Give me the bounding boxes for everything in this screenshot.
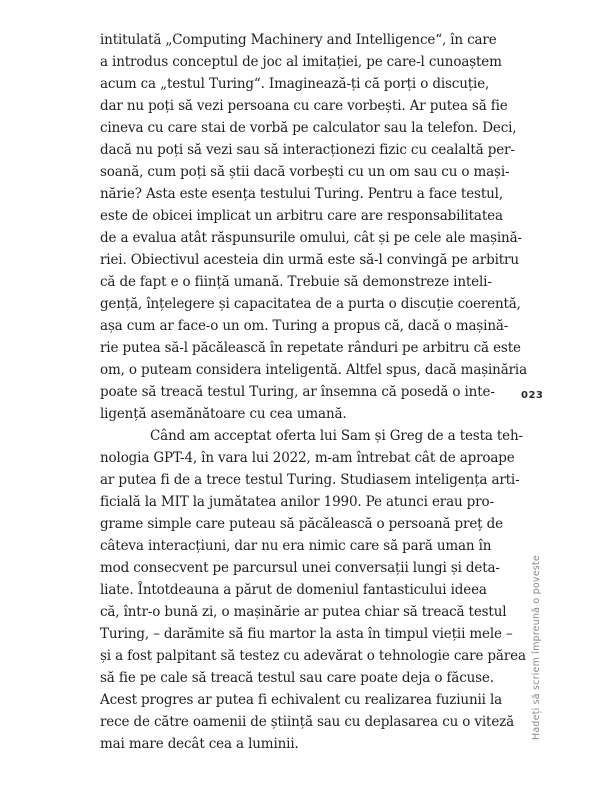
- text-line: mai mare decât cea a luminii.: [100, 736, 299, 752]
- text-line: a introdus conceptul de joc al imitației, pe care-l cunoaștem: [100, 54, 502, 70]
- text-line: Turing, – darămite să fiu martor la asta în timpul vieții mele –: [100, 626, 513, 642]
- text-line: să fie pe cale să treacă testul sau care poate deja o făcuse.: [100, 670, 494, 686]
- text-line: acum ca „testul Turing“. Imaginează-ți că porți o discuție,: [100, 76, 490, 92]
- text-line: mod consecvent pe parcursul unei conversații lungi și deta-: [100, 560, 500, 576]
- paragraph-start-line: Când am acceptat oferta lui Sam și Greg de a testa teh-: [150, 428, 523, 444]
- text-line: că, într-o bună zi, o mașinărie ar putea chiar să treacă testul: [100, 604, 507, 620]
- text-line: cineva cu care stai de vorbă pe calculator sau la telefon. Deci,: [100, 120, 517, 136]
- text-line: nologia GPT-4, în vara lui 2022, m-am întrebat cât de aproape: [100, 450, 515, 466]
- running-title: Hadeți să scriem împreună o poveste: [531, 555, 542, 740]
- text-line: intitulată „Computing Machinery and Intelligence“, în care: [100, 32, 497, 48]
- text-line: dacă nu poți să vezi sau să interacționezi fizic cu cealaltă per-: [100, 142, 515, 158]
- text-line: ar putea fi de a trece testul Turing. Studiasem inteligența arti-: [100, 472, 520, 488]
- text-line: așa cum ar face-o un om. Turing a propus că, dacă o mașină-: [100, 318, 509, 334]
- text-line: poate să treacă testul Turing, ar însemna că posedă o inte-: [100, 384, 495, 400]
- text-line: dar nu poți să vezi persoana cu care vorbești. Ar putea să fie: [100, 98, 508, 114]
- text-line: este de obicei implicat un arbitru care are responsabilitatea: [100, 208, 503, 224]
- text-line: rece de către oamenii de știință sau cu deplasarea cu o viteză: [100, 714, 515, 730]
- text-line: liate. Întotdeauna a părut de domeniul fantasticului ideea: [100, 582, 487, 598]
- text-line: de a evalua atât răspunsurile omului, cât și pe cele ale mașină-: [100, 230, 522, 246]
- page-number: 023: [521, 390, 544, 401]
- body-text: [100, 29, 527, 755]
- text-line: Acest progres ar putea fi echivalent cu realizarea fuziunii la: [100, 692, 503, 708]
- text-line: ficială la MIT la jumătatea anilor 1990. Pe atunci erau pro-: [100, 494, 494, 510]
- text-line: gență, înțelegere și capacitatea de a purta o discuție coerentă,: [100, 296, 521, 312]
- text-line: rie putea să-l păcălească în repetate rânduri pe arbitru că este: [100, 340, 521, 356]
- text-line: soană, cum poți să știi dacă vorbești cu un om sau cu o mași-: [100, 164, 510, 180]
- text-line: ligență asemănătoare cu cea umană.: [100, 406, 347, 422]
- text-line: grame simple care puteau să păcălească o persoană preț de: [100, 516, 503, 532]
- text-line: câteva interacțiuni, dar nu era nimic care să pară uman în: [100, 538, 492, 554]
- text-line: riei. Obiectivul acesteia din urmă este să-l convingă pe arbitru: [100, 252, 519, 268]
- text-line: om, o puteam considera inteligentă. Altfel spus, dacă mașinăria: [100, 362, 527, 378]
- text-line: și a fost palpitant să testez cu adevărat o tehnologie care părea: [100, 648, 526, 664]
- text-line: că de fapt e o ființă umană. Trebuie să demonstreze inteli-: [100, 274, 492, 290]
- text-line: nărie? Asta este esența testului Turing. Pentru a face testul,: [100, 186, 503, 202]
